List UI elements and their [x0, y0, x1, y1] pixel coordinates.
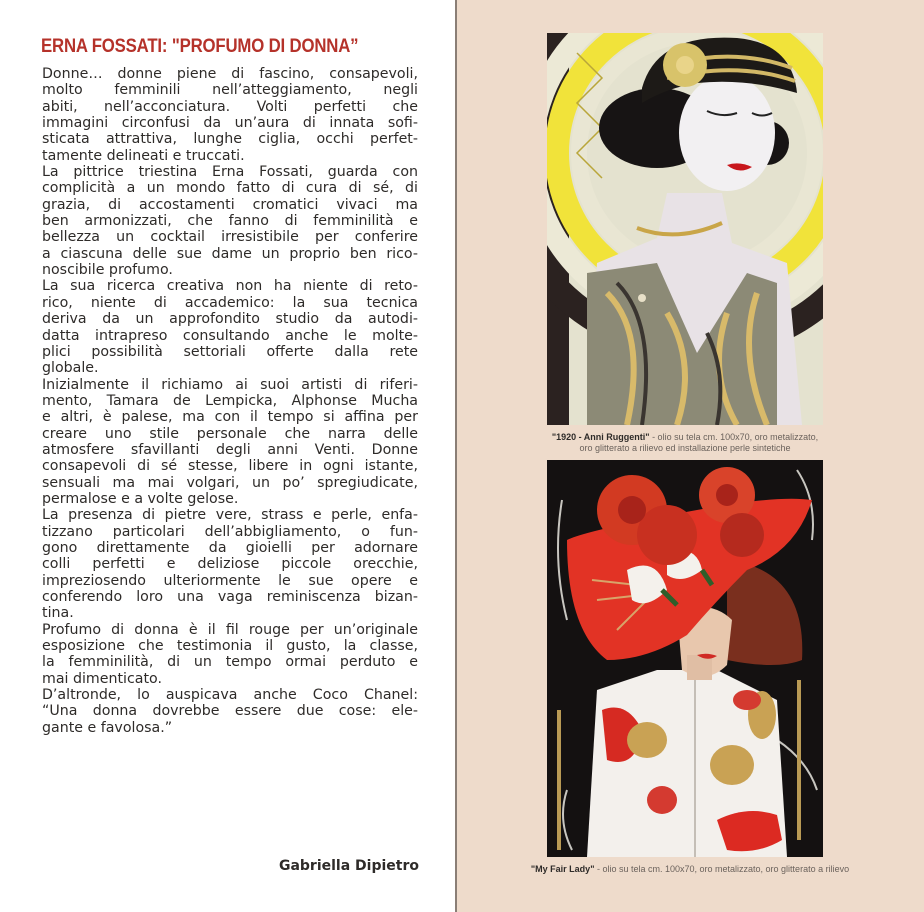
article-line: consapevoli di sé stesse, libere in ogni istante,	[42, 458, 418, 475]
article-line: Inizialmente il richiamo ai suoi artisti di riferi-	[42, 376, 418, 393]
article-line: gono direttamente da gioielli per adornare	[42, 539, 418, 556]
article-line: ben armonizzati, che fanno di femminilità e	[42, 213, 418, 230]
article-line: La sua ricerca creativa non ha niente di reto-	[42, 278, 418, 295]
caption-title: "1920 - Anni Ruggenti"	[551, 432, 650, 442]
article-line: molto femminili nell’atteggiamento, negli	[42, 82, 418, 99]
article-line: la femminilità, di un tempo ormai perduto e	[42, 654, 418, 671]
article-line: colli perfetti e deliziose piccole orecchie,	[42, 556, 418, 573]
article-line: “Una donna dovrebbe essere due cose: ele-	[42, 703, 418, 720]
caption-anni-ruggenti	[520, 432, 850, 454]
article-line: Donne… donne piene di fascino, consapevoli,	[42, 66, 418, 82]
article-line: bellezza un cocktail irresistibile per conferire	[42, 229, 418, 246]
article-line: permalose e a volte gelose.	[42, 490, 239, 507]
article-line: esposizione che testimonia il gusto, la classe,	[42, 638, 418, 655]
article-line: abiti, nell’acconciatura. Volti perfetti che	[42, 98, 418, 115]
article-line: mento, Tamara de Lempicka, Alphonse Mucha	[42, 392, 418, 409]
article-line: rico, niente di accademico: la sua tecnica	[42, 294, 418, 311]
article-line: datta intrapreso consultando anche le molte-	[42, 327, 418, 344]
art-deco-woman-illustration	[547, 33, 823, 425]
article-line: impreziosendo ulteriormente le sue opere e	[42, 572, 418, 589]
painting-my-fair-lady	[547, 460, 823, 857]
article-line: grazia, di accostamenti cromatici vivaci ma	[42, 196, 418, 213]
article-line: creare uno stile personale che narra delle	[42, 425, 418, 442]
article-line: tina.	[42, 605, 74, 622]
article-body	[42, 66, 418, 736]
article-line: gante e favolosa.”	[42, 719, 173, 736]
painting-anni-ruggenti	[547, 33, 823, 425]
author-signature: Gabriella Dipietro	[278, 858, 419, 874]
caption-details: - olio su tela cm. 100x70, oro metalizzato,	[649, 432, 819, 442]
article-line: atmosfere sfavillanti degli anni Venti. Donne	[42, 441, 418, 458]
caption-details: - olio su tela cm. 100x70, oro metalizzato, oro glitterato a rilievo	[594, 864, 850, 874]
article-line: deriva da un approfondito studio da autodi-	[42, 311, 418, 328]
lady-in-red-hat-illustration	[547, 460, 823, 857]
article-line: La presenza di pietre vere, strass e perle, enfa-	[42, 507, 418, 524]
article-line: mai dimenticato.	[42, 670, 162, 687]
article-line: immagini circonfusi da un’aura di innata sofi-	[42, 115, 418, 132]
article-line: a ciascuna delle sue dame un proprio ben rico-	[42, 245, 418, 262]
article-line: conferendo loro una vaga reminiscenza bizan-	[42, 589, 418, 605]
article-line: Profumo di donna è il fil rouge per un’originale	[42, 621, 418, 638]
article-line: plici possibilità settoriali offerte dalla rete	[42, 343, 418, 360]
caption-details-line2: oro glitterato a rilievo ed installazione perle sintetiche	[579, 443, 791, 453]
article-line: globale.	[42, 360, 99, 377]
article-line: D’altronde, lo auspicava anche Coco Chanel:	[42, 687, 418, 704]
caption-my-fair-lady	[480, 864, 900, 875]
left-page	[0, 0, 456, 912]
article-line: e altri, è palese, ma con il tempo si affina per	[42, 409, 418, 426]
article-line: noscibile profumo.	[42, 262, 173, 279]
article-line: tizzano particolari dell’abbigliamento, o fun-	[42, 523, 418, 540]
article-line: La pittrice triestina Erna Fossati, guarda con	[42, 164, 418, 181]
article-line: tamente delineati e truccati.	[42, 147, 245, 164]
caption-title: "My Fair Lady"	[530, 864, 595, 874]
article-line: complicità a un mondo fatto di cura di sé, di	[42, 180, 418, 197]
article-line: sensuali ma mai volgari, un po’ spregiudicate,	[42, 474, 418, 491]
article-line: sticata attrattiva, lunghe ciglia, occhi perfet-	[42, 131, 418, 148]
article-title: ERNA FOSSATI: "PROFUMO DI DONNA”	[41, 35, 359, 57]
